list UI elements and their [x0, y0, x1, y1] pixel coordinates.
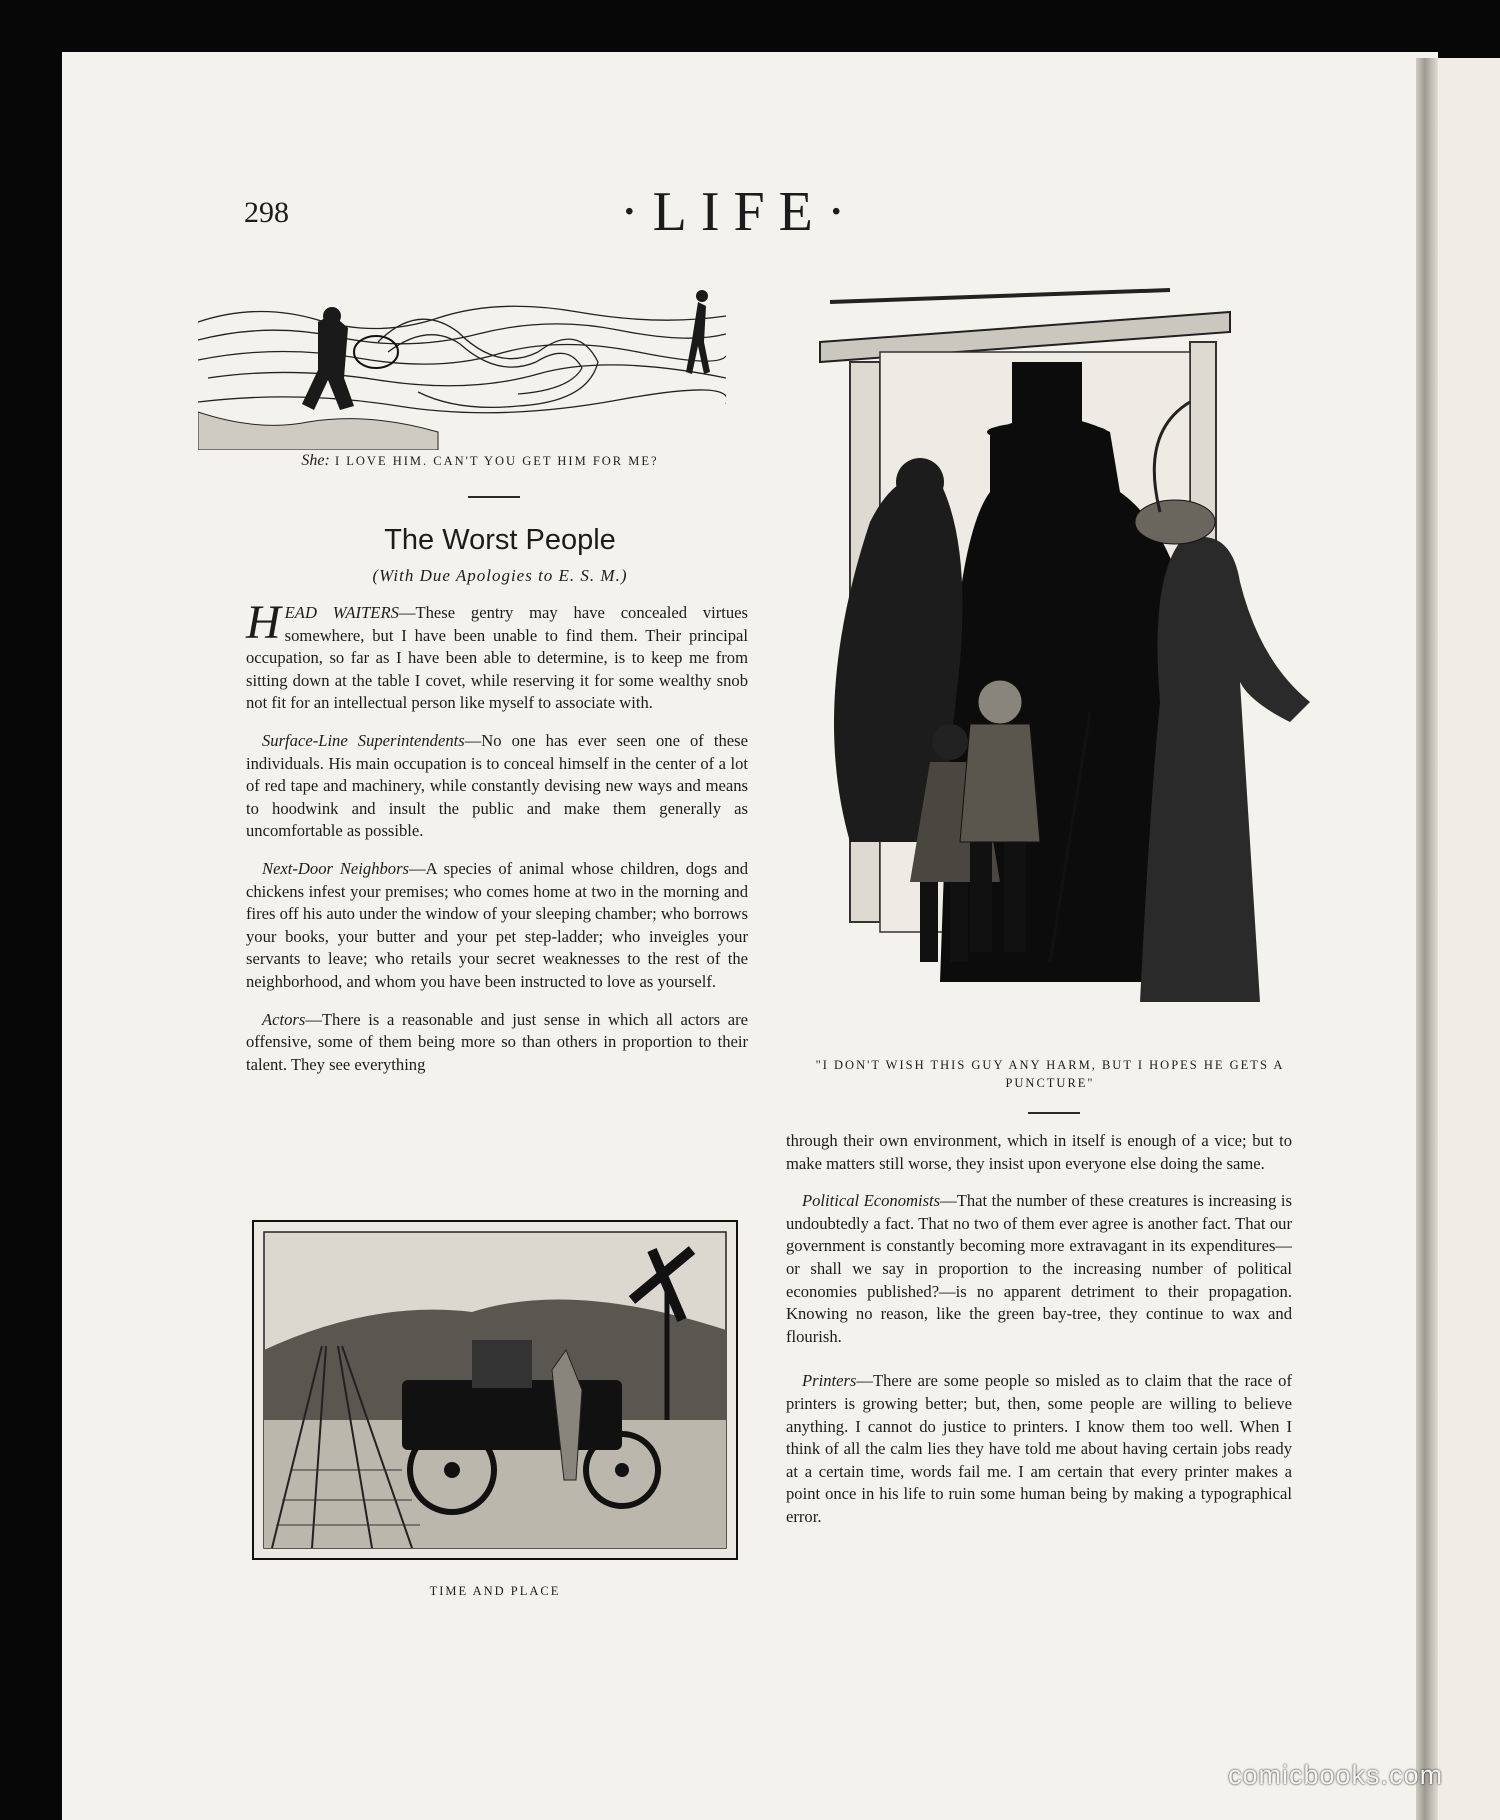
section-text: —A species of animal whose children, dogs and chickens infest your premises; who comes home at two in the morning and fires off his auto under the window of your sleeping chamber; who borrows your books, your butter and your pet step-ladder; who inveigles your servants to leave; who retails your secret weaknesses to the rest of the neighborhood, and whom you have been instructed to love as yourself.	[246, 858, 749, 991]
section-text: —No one has ever seen one of these individuals. His main occupation is to conceal himself in the center of a lot of red tape and machinery, while constantly devising new ways and means to hoodwink and insult the public and make them generally as uncomfortable as possible.	[246, 730, 748, 841]
paragraph-surface-line	[246, 730, 748, 843]
section-heading: Political Economists	[802, 1191, 941, 1211]
divider-rule	[468, 496, 520, 498]
section-heading: Printers	[802, 1371, 857, 1391]
section-heading: EAD WAITERS	[284, 603, 399, 622]
caption-speaker: She:	[301, 452, 330, 469]
section-heading: Surface-Line Superintendents	[262, 730, 465, 750]
right-cartoon-caption: "I DON'T WISH THIS GUY ANY HARM, BUT I HOPES HE GETS A PUNCTURE"	[815, 1058, 1285, 1090]
paragraph-next-door	[246, 858, 748, 994]
sea-serpent-illustration	[198, 282, 726, 450]
paragraph-actors	[246, 1009, 748, 1077]
section-heading: Actors	[262, 1009, 306, 1029]
paragraph-actors-continued: through their own environment, which in itself is enough of a vice; but to make matters still worse, they insist upon everyone else doing the same.	[786, 1131, 1292, 1173]
right-column	[786, 1130, 1292, 1544]
page-number: 298	[244, 196, 289, 229]
article-title: The Worst People	[384, 524, 616, 556]
section-text: —There is a reasonable and just sense in which all actors are offensive, some of them being more so than others in proportion to their talent. They see everything	[246, 1009, 748, 1074]
caption-text: I LOVE HIM. CAN'T YOU GET HIM FOR ME?	[334, 454, 659, 468]
section-text: —These gentry may have concealed virtues somewhere, but I have been unable to find them. Their principal occupation, so far as I have been able to determine, is to keep me from sitting down at the table I covet, while reserving it for some wealthy snob not fit for an intellectual person like myself to associate with.	[246, 603, 749, 713]
article-subtitle: (With Due Apologies to E. S. M.)	[372, 566, 628, 585]
top-cartoon-caption	[230, 452, 730, 470]
book-spine	[1416, 58, 1438, 1820]
watermark: comicbooks.com	[1228, 1760, 1444, 1790]
railroad-car-illustration	[252, 1220, 738, 1560]
left-column	[246, 596, 749, 1091]
divider-rule	[1028, 1112, 1080, 1114]
paragraph-head-waiters	[246, 596, 749, 715]
section-text: —That the number of these creatures is increasing is undoubtedly a fact. That no two of them ever agree is another fact. That our government is constantly becoming more extravagant in its expenditures—or shall we say in proportion to the increasing number of political economies published?—is no apparent detriment to their propagation. Knowing no reason, like the green bay-tree, they continue to wax and flourish.	[786, 1191, 1292, 1346]
family-doorway-illustration	[790, 282, 1310, 1042]
section-text: —There are some people so misled as to claim that the race of printers is growing better; but, then, some people are willing to believe anything. I cannot do justice to printers. I know them too well. When I think of all the calm lies they have told me about having certain jobs ready at a certain time, words fail me. I am certain that every printer makes a point once in his life to ruin some human being by making a typographical error.	[786, 1371, 1292, 1526]
section-heading: Next-Door Neighbors	[262, 858, 410, 878]
masthead: ·LIFE·	[620, 181, 860, 243]
bottom-cartoon-caption: TIME AND PLACE	[429, 1584, 561, 1598]
paragraph-printers	[786, 1370, 1292, 1528]
facing-page-edge	[1433, 58, 1500, 1820]
paragraph-political-economists	[786, 1190, 1292, 1348]
drop-cap: H	[246, 596, 281, 649]
